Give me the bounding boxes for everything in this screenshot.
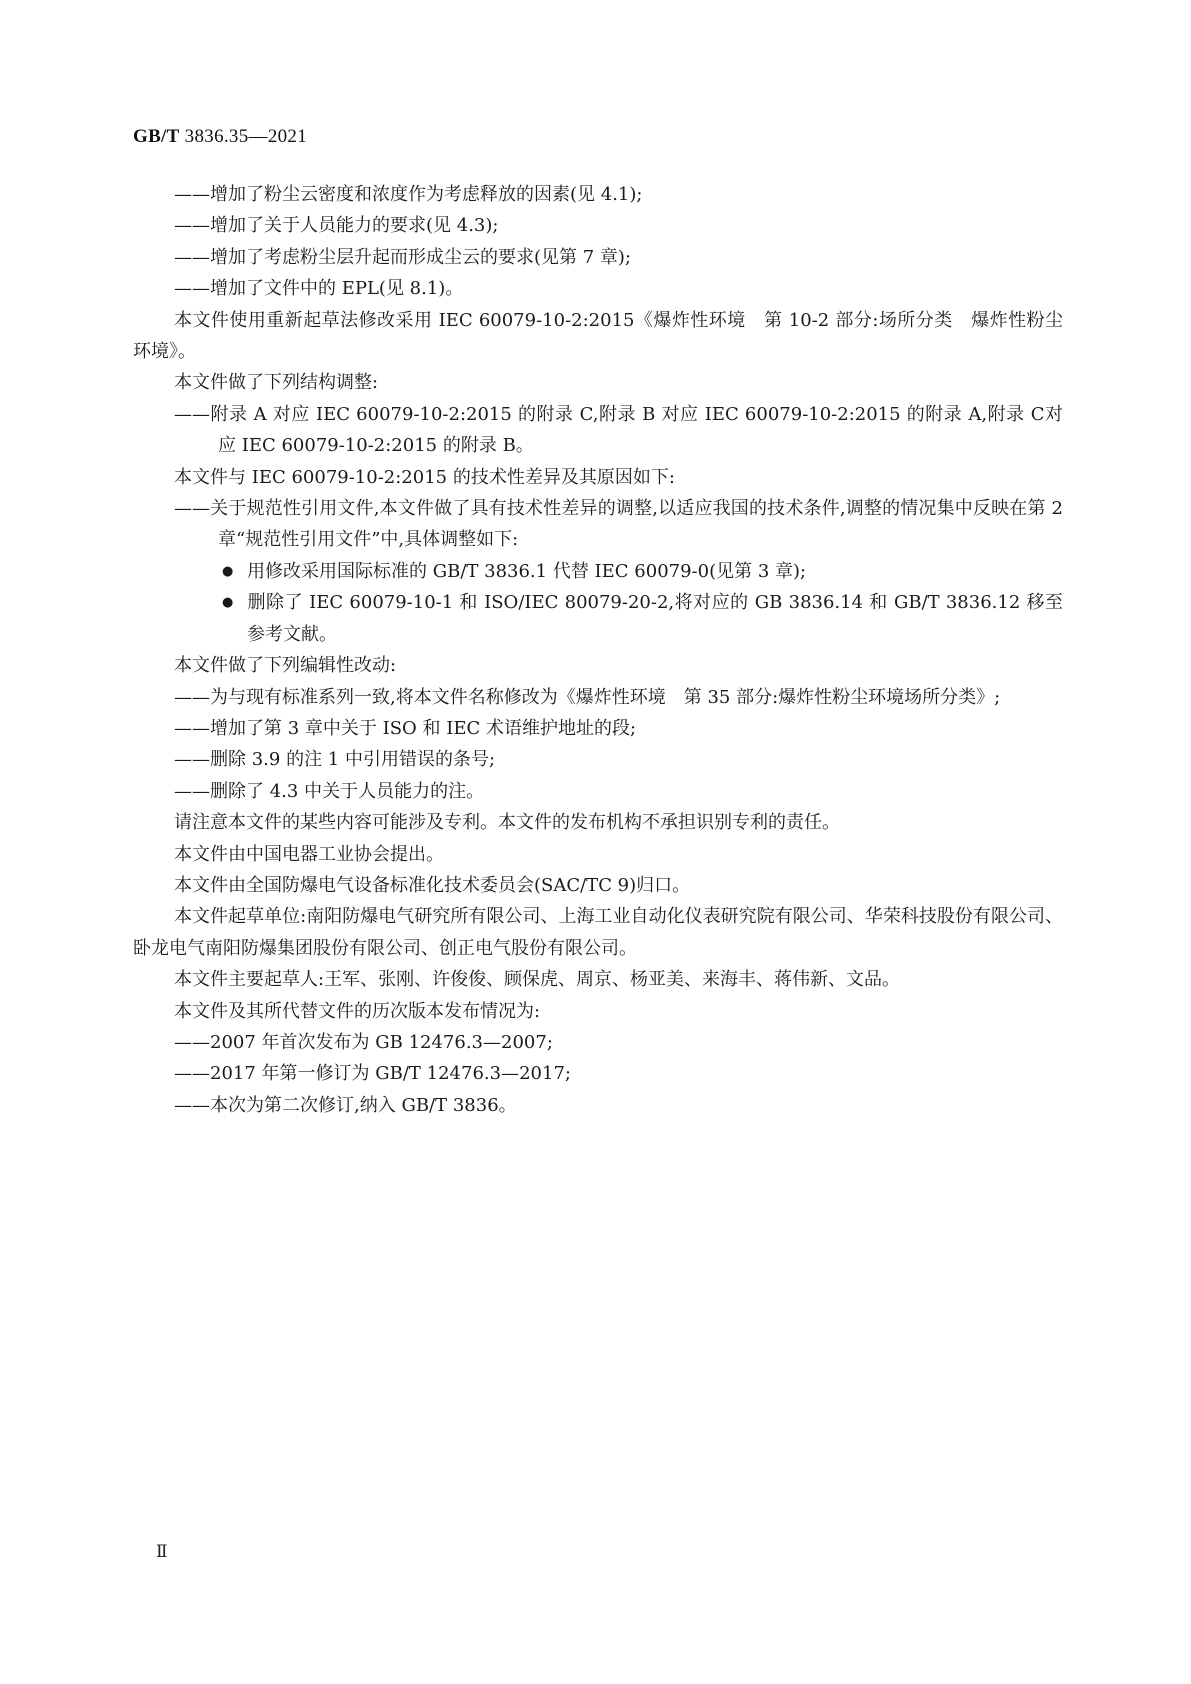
standard-code: GB/T (133, 126, 180, 147)
paragraph: 本文件做了下列编辑性改动: (174, 655, 397, 677)
dash-item: ——增加了文件中的 EPL(见 8.1)。 (174, 278, 464, 300)
bullet-icon: ● (222, 595, 234, 611)
paragraph: 本文件主要起草人:王军、张刚、许俊俊、顾保虎、周京、杨亚美、来海丰、蒋伟新、文品。 (174, 969, 901, 991)
dash-item: ——关于规范性引用文件,本文件做了具有技术性差异的调整,以适应我国的技术条件,调整的情况集中反映在第 2 章“规范性引用文件”中,具体调整如下: (174, 498, 1063, 551)
bullet-item (133, 587, 1063, 650)
dash-item: ——附录 A 对应 IEC 60079-10-2:2015 的附录 C,附录 B 对应 IEC 60079-10-2:2015 的附录 A,附录 C对应 IEC 60079-10-2:2015 的附录 B。 (174, 403, 1063, 457)
dash-item: ——2017 年第一修订为 GB/T 12476.3—2017; (174, 1063, 571, 1085)
dash-item: ——为与现有标准系列一致,将本文件名称修改为《爆炸性环境 第 35 部分:爆炸性粉尘环境场所分类》; (174, 686, 1001, 708)
bullet-text: 用修改采用国际标准的 GB/T 3836.1 代替 IEC 60079-0(见第 3 章); (247, 560, 807, 582)
dash-item: ——本次为第二次修订,纳入 GB/T 3836。 (174, 1094, 517, 1116)
bullet-item (133, 556, 1063, 587)
bullet-text: 删除了 IEC 60079-10-1 和 ISO/IEC 80079-20-2,将对应的 GB 3836.14 和 GB/T 3836.12 移至参考文献。 (247, 592, 1063, 645)
dash-item: ——增加了第 3 章中关于 ISO 和 IEC 术语维护地址的段; (174, 717, 637, 739)
paragraph: 本文件由全国防爆电气设备标准化技术委员会(SAC/TC 9)归口。 (174, 874, 691, 896)
dash-item: ——删除 3.9 的注 1 中引用错误的条号; (174, 749, 496, 771)
paragraph: 本文件及其所代替文件的历次版本发布情况为: (174, 1000, 541, 1022)
dash-item: ——2007 年首次发布为 GB 12476.3—2007; (174, 1031, 553, 1053)
standard-number: 3836.35—2021 (184, 126, 308, 147)
dash-item: ——增加了关于人员能力的要求(见 4.3); (174, 215, 499, 237)
bullet-icon: ● (222, 563, 234, 579)
foreword-body (133, 179, 1063, 1121)
dash-item: ——删除了 4.3 中关于人员能力的注。 (174, 780, 485, 802)
paragraph: 本文件做了下列结构调整: (174, 372, 379, 394)
dash-item: ——增加了粉尘云密度和浓度作为考虑释放的因素(见 4.1); (174, 184, 643, 205)
paragraph: 本文件由中国电器工业协会提出。 (174, 843, 444, 865)
dash-item: ——增加了考虑粉尘层升起而形成尘云的要求(见第 7 章); (174, 246, 632, 268)
document-header (133, 126, 307, 148)
paragraph: 请注意本文件的某些内容可能涉及专利。本文件的发布机构不承担识别专利的责任。 (174, 812, 840, 834)
page-number: Ⅱ (156, 1542, 168, 1561)
paragraph: 本文件与 IEC 60079-10-2:2015 的技术性差异及其原因如下: (174, 466, 675, 488)
paragraph: 本文件起草单位:南阳防爆电气研究所有限公司、上海工业自动化仪表研究院有限公司、华荣科技股份有限公司、卧龙电气南阳防爆集团股份有限公司、创正电气股份有限公司。 (133, 906, 1063, 959)
paragraph: 本文件使用重新起草法修改采用 IEC 60079-10-2:2015《爆炸性环境 第 10-2 部分:场所分类 爆炸性粉尘环境》。 (133, 309, 1063, 363)
